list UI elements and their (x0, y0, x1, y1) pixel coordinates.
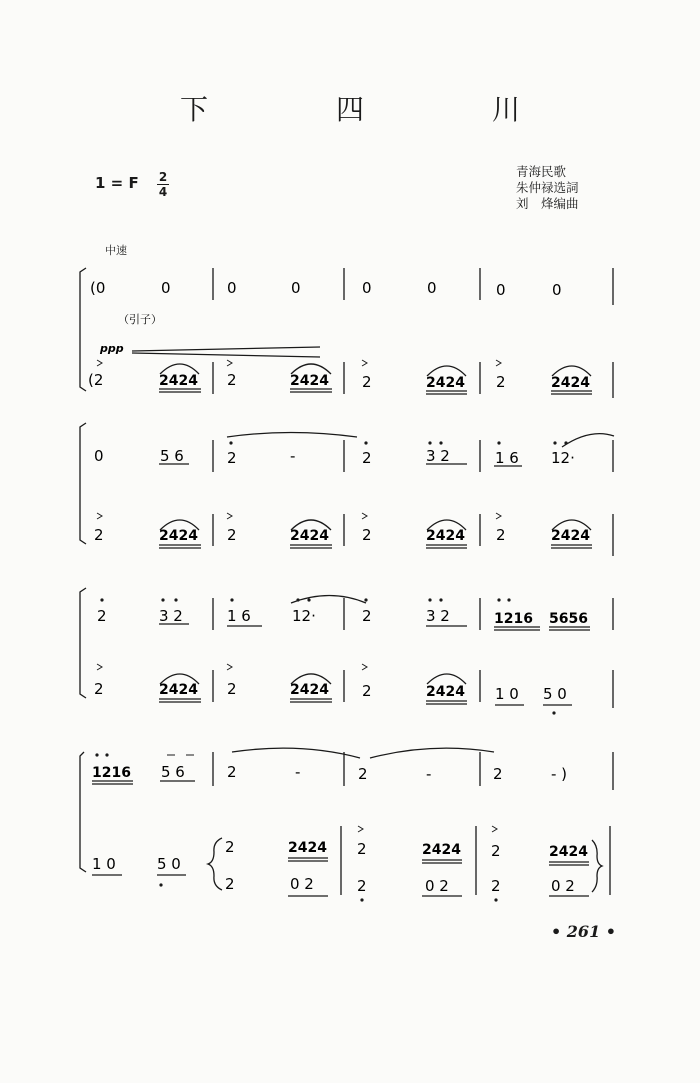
note: 2 (491, 877, 501, 895)
note: 1 0 (92, 855, 116, 873)
note: 2 (227, 449, 237, 467)
note: 2424 (551, 375, 590, 391)
barlines (213, 268, 613, 895)
note: 2424 (426, 528, 465, 544)
credit-line-origin: 青海民歌 (516, 164, 567, 179)
note: 2 (362, 373, 372, 391)
note: 0 (552, 281, 562, 299)
note: 2 (94, 526, 104, 544)
note: 3 2 (426, 447, 450, 465)
system-bracket (80, 588, 86, 698)
tempo-marking: 中速 (105, 244, 127, 257)
system-bracket (80, 752, 86, 872)
note: 2 (227, 763, 237, 781)
note: 2424 (159, 373, 198, 389)
note: 0 (161, 279, 171, 297)
note: 0 (496, 281, 506, 299)
system-2-lower (94, 526, 590, 544)
system-4-lower-top (92, 838, 588, 873)
system-3-upper (97, 607, 588, 627)
note: 2424 (288, 840, 327, 856)
note: 2 (493, 765, 503, 783)
note: 1 0 (495, 685, 519, 703)
note: 2424 (290, 682, 329, 698)
note: 2 (362, 607, 372, 625)
note: 0 2 (290, 875, 314, 893)
note: 2424 (290, 373, 329, 389)
credit-line-lyrics: 朱仲禄选詞 (516, 180, 579, 195)
note: 2 (357, 840, 367, 858)
intro-label: （引子） (118, 313, 162, 326)
note: 2424 (290, 528, 329, 544)
page-number: • 261 • (551, 922, 616, 941)
system-bracket (80, 268, 86, 391)
system-1-lower (88, 371, 590, 391)
system-bracket (80, 423, 86, 544)
note: 0 (427, 279, 437, 297)
key-signature: 1 = F (95, 174, 139, 192)
dynamic-marking: ppp (100, 342, 124, 355)
note: 12· (551, 449, 575, 467)
note: 3 2 (426, 607, 450, 625)
note: 12· (292, 607, 316, 625)
note: 2424 (422, 842, 461, 858)
note: 0 (94, 447, 104, 465)
note: 5 0 (157, 855, 181, 873)
note: 0 (362, 279, 372, 297)
note: 2424 (549, 844, 588, 860)
note: - (295, 763, 301, 781)
credit-line-arranger: 刘 烽编曲 (516, 196, 579, 211)
system-4-lower-bottom (225, 875, 575, 895)
note: 2 (225, 875, 235, 893)
note: 1216 (494, 611, 533, 627)
note: 5 6 (160, 447, 184, 465)
note: 2 (496, 373, 506, 391)
note: 2424 (159, 682, 198, 698)
system-1-upper (90, 279, 562, 299)
note: 2 (227, 680, 237, 698)
note: 5 0 (543, 685, 567, 703)
note: 2424 (426, 375, 465, 391)
page-title: 下 四 川 (179, 93, 570, 126)
closing-brace (592, 840, 602, 892)
note: 2 (94, 680, 104, 698)
note: 2 (362, 449, 372, 467)
note: 2 (357, 877, 367, 895)
note: 0 2 (425, 877, 449, 895)
note: 2424 (426, 684, 465, 700)
note: 2 (358, 765, 368, 783)
note: 2 (227, 526, 237, 544)
note: (0 (90, 279, 106, 297)
octave-dots (95, 441, 567, 901)
note: 2 (225, 838, 235, 856)
note: 5656 (549, 611, 588, 627)
note: 3 2 (159, 607, 183, 625)
note: 2424 (551, 528, 590, 544)
note: 2 (227, 371, 237, 389)
note: 1 6 (495, 449, 519, 467)
note: 0 (227, 279, 237, 297)
note: 1 6 (227, 607, 251, 625)
note: - ) (551, 765, 568, 783)
accents (97, 360, 501, 832)
note: (2 (88, 371, 104, 389)
note: 2424 (159, 528, 198, 544)
note: 0 (291, 279, 301, 297)
note: 2 (362, 682, 372, 700)
note: 2 (491, 842, 501, 860)
note: - (290, 447, 296, 465)
note: 0 2 (551, 877, 575, 895)
voice-brace (208, 838, 222, 890)
note: 2 (97, 607, 107, 625)
system-2-upper (94, 447, 575, 467)
note: 1216 (92, 765, 131, 781)
time-signature-top: 2 (158, 170, 168, 184)
note: - (426, 765, 432, 783)
system-4-upper (92, 763, 567, 783)
note: 5 6 (161, 763, 185, 781)
time-signature-bottom: 4 (158, 185, 168, 199)
note: 2 (362, 526, 372, 544)
note: 2 (496, 526, 506, 544)
